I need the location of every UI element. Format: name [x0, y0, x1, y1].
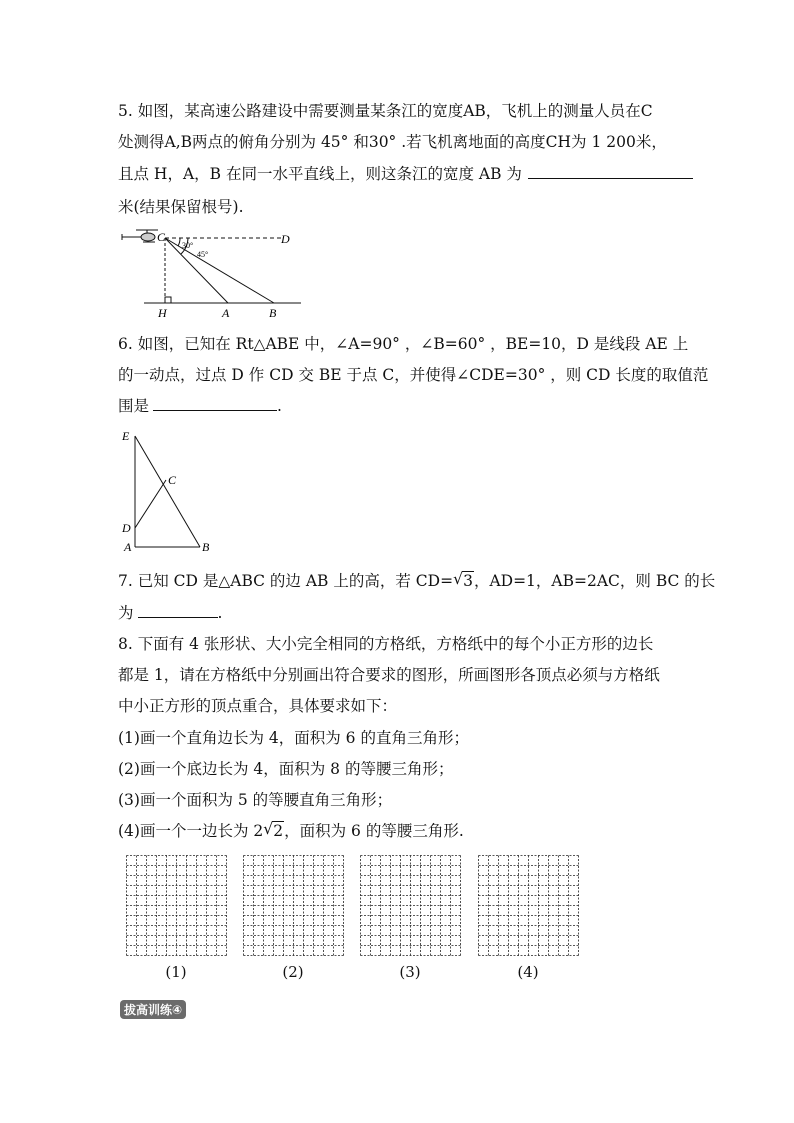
grid-label-4: (4)	[517, 963, 539, 981]
label-c: C	[157, 230, 166, 244]
label-h: H	[158, 306, 167, 320]
q8-line-2: 都是 1，请在方格纸中分别画出符合要求的图形，所画图形各顶点必须与方格纸	[118, 666, 660, 684]
grid-label-3: (3)	[399, 963, 421, 981]
q7-answer-blank[interactable]	[138, 603, 218, 618]
q8-line-1: 8. 下面有 4 张形状、大小完全相同的方格纸，方格纸中的每个小正方形的边长	[118, 635, 654, 653]
grid-paper-1[interactable]	[125, 854, 228, 957]
q6-line-2: 的一动点，过点 D 作 CD 交 BE 于点 C，并使得∠CDE=30° ，则 CD 长度的取值范	[118, 366, 709, 384]
q8-item-4	[118, 821, 464, 841]
label-b: B	[269, 306, 277, 320]
label-a: A	[222, 306, 230, 320]
q8-item-2: (2)画一个底边长为 4，面积为 8 的等腰三角形；	[118, 760, 454, 778]
q6-line-3-text: 围是	[118, 397, 150, 415]
q5-line-1: 5. 如图，某高速公路建设中需要测量某条江的宽度AB，飞机上的测量人员在C	[118, 102, 653, 120]
q8-line-3: 中小正方形的顶点重合，具体要求如下：	[118, 697, 398, 715]
section-badge: 拔高训练④	[120, 1000, 186, 1019]
sqrt-expression: √ 2	[263, 820, 284, 840]
grid-paper-4[interactable]	[477, 854, 580, 957]
q5-answer-blank[interactable]	[528, 164, 693, 179]
q7-line-2-text: 为	[118, 604, 134, 622]
grid-label-1: (1)	[165, 963, 187, 981]
q6-line-3	[118, 396, 282, 416]
label-e: E	[122, 429, 130, 443]
q8-item-3: (3)画一个面积为 5 的等腰直角三角形；	[118, 791, 393, 809]
sqrt-radicand: 3	[463, 572, 473, 590]
segment-be	[135, 436, 200, 547]
figure-5	[118, 226, 308, 321]
q7-line-1-pre: 7. 已知 CD 是△ABC 的边 AB 上的高，若 CD=	[118, 572, 454, 590]
q5-line-2: 处测得A,B两点的俯角分别为 45° 和30° .若飞机离地面的高度CH为 1 200米，	[118, 133, 667, 151]
q5-line-3-text: 且点 H，A，B 在同一水平直线上，则这条江的宽度 AB 为	[118, 165, 522, 183]
q7-line-1	[118, 571, 715, 591]
segment-cd	[135, 480, 166, 528]
angle-label-30: 30°	[182, 241, 194, 250]
grid-paper-2[interactable]	[242, 854, 345, 957]
q6-line-1: 6. 如图，已知在 Rt△ABE 中，∠A=90° ，∠B=60° ，BE=10，D 是线段 AE 上	[118, 335, 689, 353]
q8-item-4-pre: (4)画一个一边长为 2	[118, 822, 264, 840]
grid-paper-3[interactable]	[359, 854, 462, 957]
q7-line-2	[118, 603, 222, 623]
q8-item-1: (1)画一个直角边长为 4，面积为 6 的直角三角形；	[118, 729, 469, 747]
angle-label-45: 45°	[197, 250, 209, 259]
label-b: B	[202, 540, 210, 554]
label-c: C	[168, 473, 177, 487]
grid-label-2: (2)	[282, 963, 304, 981]
q7-line-2-end: .	[217, 604, 223, 622]
label-d: D	[281, 232, 290, 246]
sqrt-radicand: 2	[273, 822, 284, 840]
label-a: A	[124, 540, 132, 554]
helicopter-icon	[122, 230, 158, 242]
q6-answer-blank[interactable]	[153, 396, 277, 411]
q8-item-4-post: ，面积为 6 的等腰三角形.	[284, 822, 464, 840]
right-angle-mark	[165, 297, 171, 303]
angle-arc-30	[178, 238, 180, 246]
q5-line-3	[118, 164, 693, 184]
sqrt-expression: √ 3	[453, 570, 473, 590]
q6-line-3-end: .	[277, 397, 282, 415]
q5-line-4: 米(结果保留根号).	[118, 198, 244, 216]
q7-line-1-post: ，AD=1，AB=2AC，则 BC 的长	[473, 572, 716, 590]
label-d: D	[122, 521, 131, 535]
figure-6	[118, 426, 218, 556]
